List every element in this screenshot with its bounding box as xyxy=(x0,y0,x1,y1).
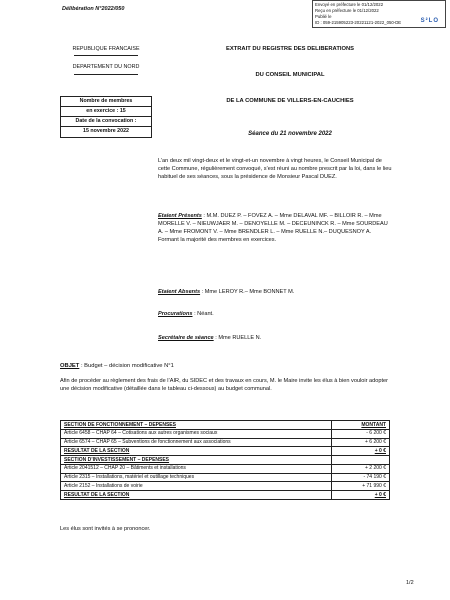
members-label: Nombre de membres xyxy=(61,97,151,107)
table-row xyxy=(61,473,390,482)
objet-line xyxy=(60,363,174,371)
invite-text: Les élus sont invités à se prononcer. xyxy=(60,526,151,532)
absents-paragraph xyxy=(158,288,394,296)
row-amount: + 2 200 € xyxy=(332,464,390,473)
majority-text: Formant la majorité des membres en exercices. xyxy=(158,237,277,244)
members-count: en exercice : 15 xyxy=(61,107,151,117)
table-row xyxy=(61,491,390,500)
row-amount: + 6 200 € xyxy=(332,438,390,447)
row-label: Article 2315 – Installations, matériel et outillage techniques xyxy=(61,473,332,482)
row-amount: + 71 990 € xyxy=(332,482,390,491)
header-line1: EXTRAIT DU REGISTRE DES DELIBERATIONS xyxy=(225,46,355,52)
section-title: SECTION D’INVESTISSEMENT – DEPENSES xyxy=(61,456,332,465)
prefecture-stamp xyxy=(312,0,446,28)
header-line2: DU CONSEIL MUNICIPAL xyxy=(255,72,325,78)
procurations-paragraph xyxy=(158,310,394,318)
page-number: 1/2 xyxy=(406,580,414,586)
stamp-line: Publié le xyxy=(315,14,332,20)
republique-label: REPUBLIQUE FRANCAISE xyxy=(72,46,140,52)
absents-list: : Mme LEROY R.– Mme BONNET M. xyxy=(200,289,295,295)
members-box xyxy=(60,96,152,138)
budget-table xyxy=(60,420,390,500)
convocation-label: Date de la convocation : xyxy=(61,117,151,127)
secretaire-label: Secrétaire de séance xyxy=(158,335,214,341)
secretaire-paragraph xyxy=(158,334,394,342)
objet-text: : Budget – décision modificative N°1 xyxy=(79,363,174,369)
row-amount: - 6 200 € xyxy=(332,429,390,438)
result-amount: + 0 € xyxy=(332,491,390,500)
header-line3: DE LA COMMUNE DE VILLERS-EN-CAUCHIES xyxy=(226,98,354,104)
procurations-value: : Néant. xyxy=(192,311,214,317)
amount-header: MONTANT xyxy=(332,421,390,430)
table-row xyxy=(61,421,390,430)
seance-date: Séance du 21 novembre 2022 xyxy=(248,131,332,137)
presents-paragraph xyxy=(158,212,394,244)
deliberation-number: Délibération N°2022/050 xyxy=(62,6,125,12)
result-label: RESULTAT DE LA SECTION xyxy=(61,447,332,456)
row-amount: - 74 190 € xyxy=(332,473,390,482)
row-label: Article 6458 – CHAP 64 – Cotisations aux autres organismes sociaux xyxy=(61,429,332,438)
result-amount: + 0 € xyxy=(332,447,390,456)
departement-label: DEPARTEMENT DU NORD xyxy=(72,64,140,71)
intro-paragraph: L’an deux mil vingt-deux et le vingt-et-un novembre à vingt heures, le Conseil Municipal de cette Commune, régulièrement convoqué, s’est réuni au nombre prescrit par la loi, dans le lieu habituel de ses séances, sous la présidence de Monsieur Pascal DUEZ. xyxy=(158,158,392,181)
row-label: Article 2152 – Installations de voirie xyxy=(61,482,332,491)
s2lo-logo: S²LO xyxy=(420,18,439,24)
objet-paragraph: Afin de procéder au règlement des frais de l’AIR, du SIDEC et des travaux en cours, M. le Maire invite les élus à bien vouloir adopter une décision modificative (détaillée dans le tableau ci-dessous) au budget communal. xyxy=(60,378,389,393)
section-title: SECTION DE FONCTIONNEMENT – DEPENSES xyxy=(61,421,332,430)
stamp-line: Envoyé en préfecture le 01/12/2022 xyxy=(315,2,384,7)
objet-label: OBJET xyxy=(60,363,80,369)
secretaire-value: : Mme RUELLE N. xyxy=(213,335,262,341)
table-row xyxy=(61,482,390,491)
convocation-date: 15 novembre 2022 xyxy=(83,128,129,135)
divider xyxy=(74,55,138,56)
divider xyxy=(74,74,138,75)
result-label: RESULTAT DE LA SECTION xyxy=(61,491,332,500)
table-row xyxy=(61,438,390,447)
presents-list: : M.M. DUEZ P. – FOVEZ A. – Mme DELAVAL MF. – BILLOIR R. – Mme MORELLE V. – NIEUWJAER M. – DENOYELLE M. – DECEUNINCK R. – Mme SOURDEAU A. – Mme FROMONT V. – Mme BRENDLER L. – Mme RUELLE N.– DUQUESNOY A. xyxy=(158,213,388,236)
table-row xyxy=(61,429,390,438)
row-label: Article 2041512 – CHAP 20 – Bâtiments et installations xyxy=(61,464,332,473)
absents-label: Etaient Absents xyxy=(158,289,201,295)
table-row xyxy=(61,464,390,473)
left-header xyxy=(60,46,152,77)
stamp-line: Reçu en préfecture le 01/12/2022 xyxy=(315,8,379,14)
row-label: Article 6574 – CHAP 65 – Subventions de fonctionnement aux associations xyxy=(61,438,332,447)
presents-label: Etaient Présents xyxy=(158,213,202,219)
empty-cell xyxy=(332,456,390,465)
table-row xyxy=(61,447,390,456)
stamp-line: ID : 059-215905223-20221121-2022_050-DE xyxy=(315,20,402,26)
procurations-label: Procurations xyxy=(158,311,193,317)
table-row xyxy=(61,456,390,465)
